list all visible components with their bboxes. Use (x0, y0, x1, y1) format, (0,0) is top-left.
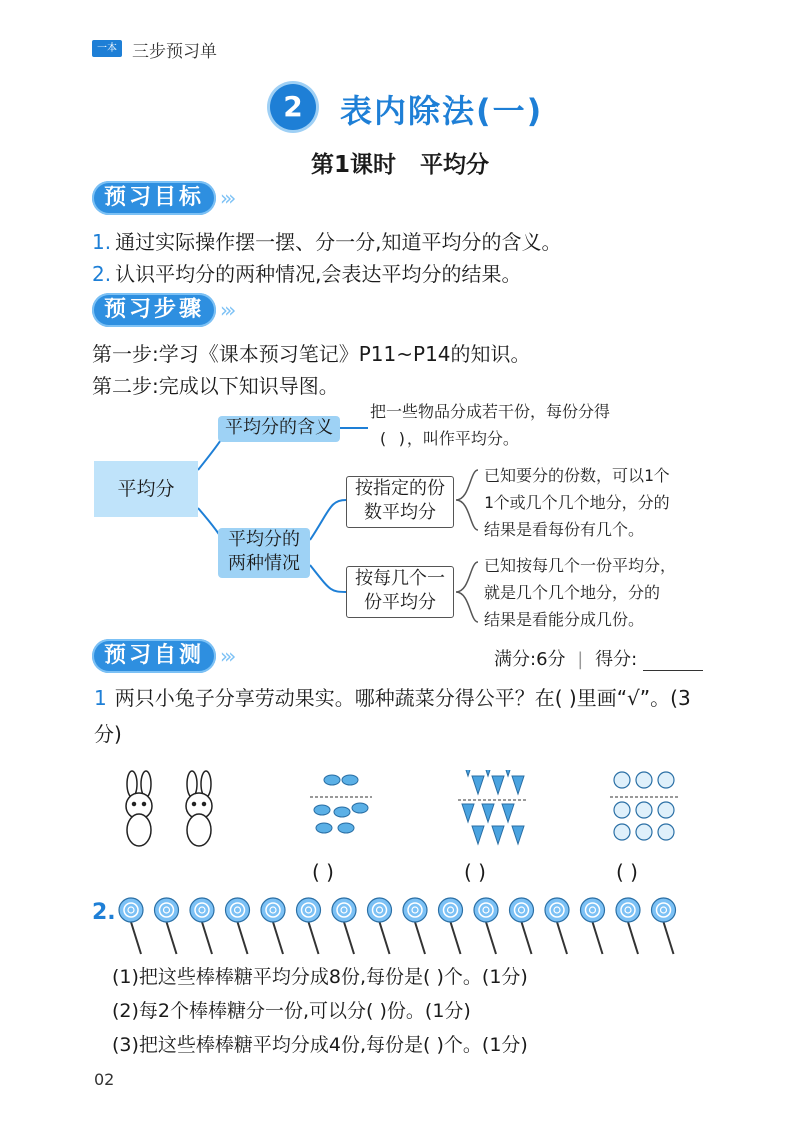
lollipop-icon (119, 898, 143, 954)
two-cases-line-2: 两种情况 (228, 553, 300, 574)
lollipop-icon (155, 898, 179, 954)
chapter-number: 2 (270, 84, 316, 130)
lollipop-icon (545, 898, 569, 954)
lesson-topic: 平均分 (420, 152, 490, 178)
series-badge: 一本 (92, 40, 122, 57)
section-goals-label: 预习目标 (92, 181, 216, 215)
case-a-line-1: 按指定的份 (355, 478, 445, 499)
cabbage-group-icon (614, 770, 674, 840)
lollipop-icon (439, 898, 463, 954)
chevrons-icon: »› (220, 298, 233, 322)
lollipop-icon (226, 898, 250, 954)
rabbit-icon (186, 771, 212, 846)
goal-1-num: 1. (92, 230, 112, 254)
q2-sub-1: (1)把这些棒棒糖平均分成8份,每份是( )个。(1分) (112, 966, 528, 988)
lollipop-icon (261, 898, 285, 954)
q1-answer-mushroom[interactable]: ( ) (312, 860, 334, 884)
full-score: 满分:6分 (494, 649, 566, 670)
lollipop-icon (332, 898, 356, 954)
section-steps-label: 预习步骤 (92, 293, 216, 327)
question-1 (94, 680, 714, 752)
q1-text: 两只小兔子分享劳动果实。哪种蔬菜分得公平？在( )里画“√”。(3分) (94, 686, 691, 746)
mindmap-two-cases (218, 528, 310, 578)
lollipop-icon (190, 898, 214, 954)
lollipop-icon (616, 898, 640, 954)
score-blank[interactable] (643, 652, 703, 671)
page-number: 02 (94, 1070, 115, 1089)
q1-number: 1 (94, 686, 107, 710)
rabbit-icon (126, 771, 152, 846)
lesson-number: 第1课时 (310, 152, 396, 178)
series-title: 三步预习单 (132, 42, 217, 62)
goal-2-text: 认识平均分的两种情况,会表达平均分的结果。 (115, 262, 522, 286)
step-2: 第二步:完成以下知识导图。 (92, 374, 339, 398)
step-1: 第一步:学习《课本预习笔记》P11~P14的知识。 (92, 342, 531, 366)
section-test (92, 638, 232, 674)
lollipop-row (118, 896, 698, 958)
section-test-label: 预习自测 (92, 639, 216, 673)
chevrons-icon: »› (220, 186, 233, 210)
case-b-note (484, 552, 676, 633)
lollipop-icon (474, 898, 498, 954)
lollipop-icon (652, 898, 676, 954)
connector-cases-a (310, 500, 346, 540)
q1-illustrations (110, 770, 710, 860)
q2-number: 2. (92, 900, 116, 925)
case-b-line-2: 份平均分 (364, 592, 436, 613)
mindmap-meaning: 平均分的含义 (218, 416, 340, 442)
chapter-title: 表内除法(一) (340, 92, 544, 130)
chevrons-icon: »› (220, 644, 233, 668)
brace-b (456, 562, 478, 622)
meaning-note-2: ( )，叫作平均分。 (378, 429, 519, 448)
mindmap-case-b (346, 566, 454, 618)
q2-sub-2: (2)每2个棒棒糖分一份,可以分( )份。(1分) (112, 1000, 471, 1022)
q2-sub-3: (3)把这些棒棒糖平均分成4份,每份是( )个。(1分) (112, 1034, 528, 1056)
q1-answer-cabbage[interactable]: ( ) (616, 860, 638, 884)
case-a-note (484, 462, 670, 543)
carrot-group-icon (462, 770, 524, 844)
lollipop-icon (368, 898, 392, 954)
case-a-note-2: 1个或几个几个地分，分的 (484, 493, 670, 512)
case-a-note-3: 结果是看每份有几个。 (484, 520, 645, 539)
case-b-line-1: 按每几个一 (355, 568, 445, 589)
case-b-note-1: 已知按每几个一份平均分， (484, 556, 677, 575)
score-divider: | (577, 649, 584, 670)
lollipop-icon (510, 898, 534, 954)
lollipop-icon (297, 898, 321, 954)
mushroom-group-icon (314, 770, 368, 833)
case-b-note-3: 结果是看能分成几份。 (484, 610, 645, 629)
score-label: 得分: (595, 649, 638, 670)
goal-1-text: 通过实际操作摆一摆、分一分,知道平均分的含义。 (115, 230, 562, 254)
mindmap-case-a (346, 476, 454, 528)
two-cases-line-1: 平均分的 (228, 529, 300, 550)
q1-answer-carrot[interactable]: ( ) (464, 860, 486, 884)
lollipop-icon (403, 898, 427, 954)
score-box (494, 645, 703, 671)
meaning-note-1: 把一些物品分成若干份，每份分得 (370, 402, 611, 421)
brace-a (456, 470, 478, 530)
case-b-note-2: 就是几个几个地分，分的 (484, 583, 661, 602)
lollipop-icon (581, 898, 605, 954)
connector-cases-b (310, 565, 346, 592)
mindmap-root: 平均分 (94, 461, 198, 517)
case-a-note-1: 已知要分的份数，可以1个 (484, 466, 670, 485)
goal-2-num: 2. (92, 262, 112, 286)
case-a-line-2: 数平均分 (364, 502, 436, 523)
